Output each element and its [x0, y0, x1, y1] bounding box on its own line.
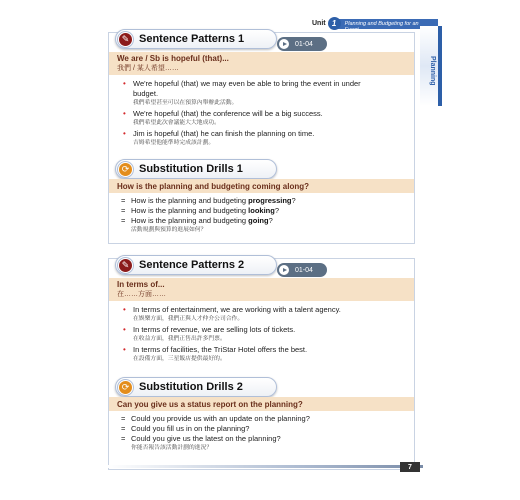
- list-item: [123, 345, 408, 355]
- pattern-zh: 我們 / 某人希望……: [117, 65, 179, 72]
- drill-question-band: [109, 179, 414, 193]
- equals-icon: =: [121, 414, 126, 423]
- pattern-band: [109, 52, 414, 75]
- drill-list: [121, 196, 408, 236]
- sentence-zh: 我們希望此次會議能大大地成功。: [133, 120, 220, 126]
- list-item: = Could you give us the latest on the planning?: [121, 434, 281, 443]
- play-icon: [279, 265, 289, 275]
- bullet-icon: •: [123, 129, 126, 138]
- drill-title-pill: [115, 159, 277, 179]
- sentence-zh: 在收益方面，我們正售出許多門票。: [133, 336, 226, 342]
- drill-title: Substitution Drills 1: [139, 163, 243, 175]
- list-item: [123, 129, 408, 139]
- pen-icon: ✎: [118, 32, 133, 47]
- equals-icon: =: [121, 216, 126, 225]
- sentence-list: [123, 79, 408, 149]
- section-title: Sentence Patterns 1: [139, 33, 245, 45]
- drill-zh: 活動規劃與預算的進展如何？: [131, 227, 207, 233]
- audio-track-code: 01-04: [295, 40, 313, 48]
- bullet-icon: •: [123, 109, 126, 118]
- sentence-en: In terms of facilities, the TriStar Hotel offers the best.: [133, 345, 308, 354]
- unit-header: [312, 17, 438, 33]
- play-icon: [279, 39, 289, 49]
- side-tab: [420, 26, 442, 106]
- equals-icon: =: [121, 196, 126, 205]
- equals-icon: =: [121, 424, 126, 433]
- list-item: [123, 109, 408, 119]
- list-item: = How is the planning and budgeting going?: [121, 216, 273, 225]
- swap-icon: ⟳: [118, 162, 133, 177]
- section-title-pill: [115, 255, 277, 275]
- pen-icon: ✎: [118, 258, 133, 273]
- sentence-en: We're hopeful (that) we may even be able to bring the event in under budget.: [133, 79, 361, 98]
- sentence-zh: 我們希望甚至可以在預算內舉辦此活動。: [133, 100, 238, 106]
- drill-title-pill: [115, 377, 277, 397]
- drill-title: Substitution Drills 2: [139, 381, 243, 393]
- drill-zh: 你能否報告該活動計劃的進況？: [131, 445, 213, 451]
- list-item: [123, 79, 408, 99]
- drill-question: Can you give us a status report on the planning?: [117, 400, 303, 409]
- list-item: = Could you provide us with an update on the planning?: [121, 414, 310, 423]
- sentence-zh: 在設備方面，三星飯店提供最好的。: [133, 356, 226, 362]
- audio-track-button[interactable]: [277, 263, 327, 277]
- equals-icon: =: [121, 206, 126, 215]
- section-title: Sentence Patterns 2: [139, 259, 245, 271]
- drill-list: [121, 414, 408, 454]
- swap-icon: ⟳: [118, 380, 133, 395]
- side-tab-label: Planning: [429, 56, 436, 86]
- list-item: = Could you fill us in on the planning?: [121, 424, 250, 433]
- sentence-en: In terms of entertainment, we are working with a talent agency.: [133, 305, 341, 314]
- list-item: [123, 325, 408, 335]
- audio-track-button[interactable]: [277, 37, 327, 51]
- footer-bar: [108, 465, 423, 468]
- drill-question-band: [109, 397, 414, 411]
- sentence-patterns-2-panel: [108, 258, 415, 470]
- sentence-patterns-1-panel: [108, 32, 415, 244]
- unit-title: Planning and Budgeting for an Event: [338, 19, 438, 29]
- equals-icon: =: [121, 434, 126, 443]
- unit-label: Unit: [312, 20, 326, 27]
- bullet-icon: •: [123, 79, 126, 88]
- pattern-en: In terms of...: [117, 280, 165, 289]
- list-item: = How is the planning and budgeting looking?: [121, 206, 280, 215]
- drill-question: How is the planning and budgeting coming along?: [117, 182, 309, 191]
- pattern-zh: 在……方面……: [117, 291, 166, 298]
- sentence-en: We're hopeful (that) the conference will be a big success.: [133, 109, 323, 118]
- audio-track-code: 01-04: [295, 266, 313, 274]
- pattern-band: [109, 278, 414, 301]
- sentence-list: [123, 305, 408, 365]
- sentence-zh: 吉姆希望他能準時完成該計劃。: [133, 140, 215, 146]
- page-number: 7: [400, 462, 420, 472]
- sentence-en: Jim is hopeful (that) he can finish the planning on time.: [133, 129, 315, 138]
- section-title-pill: [115, 29, 277, 49]
- bullet-icon: •: [123, 325, 126, 334]
- bullet-icon: •: [123, 305, 126, 314]
- list-item: = How is the planning and budgeting progressing?: [121, 196, 296, 205]
- bullet-icon: •: [123, 345, 126, 354]
- sentence-zh: 在娛樂方面，我們正與人才仲介公司合作。: [133, 316, 244, 322]
- list-item: [123, 305, 408, 315]
- sentence-en: In terms of revenue, we are selling lots of tickets.: [133, 325, 296, 334]
- pattern-en: We are / Sb is hopeful (that)...: [117, 54, 229, 63]
- unit-number-badge: 1: [328, 17, 341, 30]
